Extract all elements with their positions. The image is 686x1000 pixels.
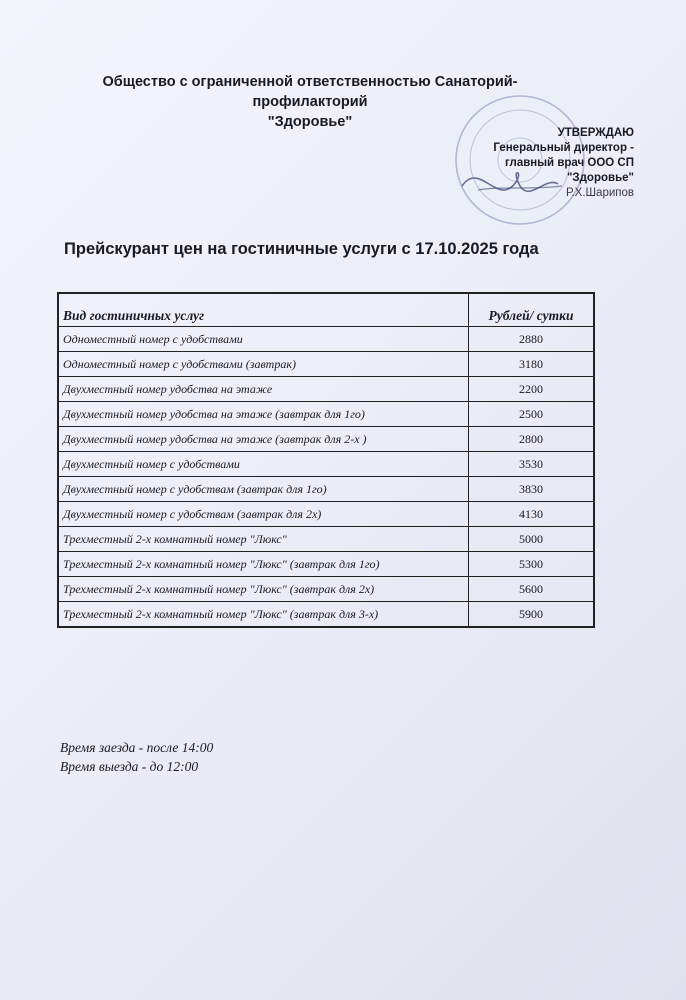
table-row <box>58 427 594 452</box>
document-title: Прейскурант цен на гостиничные услуги с 17.10.2025 года <box>64 240 539 258</box>
service-price: 3530 <box>469 452 595 477</box>
table-row <box>58 502 594 527</box>
approval-line-2: Генеральный директор - <box>493 142 634 154</box>
service-name: Одноместный номер с удобствами (завтрак) <box>58 352 469 377</box>
price-table <box>57 292 595 628</box>
table-row <box>58 452 594 477</box>
service-name: Двухместный номер с удобствам (завтрак для 2х) <box>58 502 469 527</box>
service-price: 5900 <box>469 602 595 628</box>
column-header-price: Рублей/ сутки <box>469 293 595 327</box>
service-price: 3830 <box>469 477 595 502</box>
table-header-row <box>58 293 594 327</box>
table-row <box>58 377 594 402</box>
column-header-service: Вид гостиничных услуг <box>58 293 469 327</box>
service-name: Трехместный 2-х комнатный номер "Люкс" (завтрак для 2х) <box>58 577 469 602</box>
approval-line-1: УТВЕРЖДАЮ <box>557 127 634 139</box>
service-name: Трехместный 2-х комнатный номер "Люкс" (завтрак для 3-х) <box>58 602 469 628</box>
table-row <box>58 402 594 427</box>
service-price: 2200 <box>469 377 595 402</box>
service-price: 2880 <box>469 327 595 352</box>
service-name: Двухместный номер с удобствами <box>58 452 469 477</box>
table-row <box>58 602 594 628</box>
table-row <box>58 527 594 552</box>
table-row <box>58 477 594 502</box>
approval-line-3: главный врач ООО СП <box>505 157 634 169</box>
approval-line-4: "Здоровье" <box>566 172 634 184</box>
service-name: Двухместный номер с удобствам (завтрак для 1го) <box>58 477 469 502</box>
service-price: 5300 <box>469 552 595 577</box>
service-price: 2500 <box>469 402 595 427</box>
service-price: 3180 <box>469 352 595 377</box>
service-price: 4130 <box>469 502 595 527</box>
checkin-time: Время заезда - после 14:00 <box>60 740 214 755</box>
table-row <box>58 552 594 577</box>
service-price: 2800 <box>469 427 595 452</box>
service-name: Двухместный номер удобства на этаже <box>58 377 469 402</box>
approval-block <box>434 126 634 201</box>
table-row <box>58 327 594 352</box>
service-name: Трехместный 2-х комнатный номер "Люкс" (завтрак для 1го) <box>58 552 469 577</box>
org-line-2: "Здоровье" <box>267 114 353 130</box>
org-line-1: Общество с ограниченной ответственностью Санаторий-профилакторий <box>102 74 518 110</box>
checkout-time: Время выезда - до 12:00 <box>60 759 199 774</box>
table-row <box>58 577 594 602</box>
service-name: Одноместный номер с удобствами <box>58 327 469 352</box>
service-price: 5000 <box>469 527 595 552</box>
check-times <box>60 738 213 776</box>
service-name: Двухместный номер удобства на этаже (завтрак для 2-х ) <box>58 427 469 452</box>
table-row <box>58 352 594 377</box>
service-name: Трехместный 2-х комнатный номер "Люкс" <box>58 527 469 552</box>
service-price: 5600 <box>469 577 595 602</box>
service-name: Двухместный номер удобства на этаже (завтрак для 1го) <box>58 402 469 427</box>
approval-signer: Р.Х.Шарипов <box>565 187 634 199</box>
